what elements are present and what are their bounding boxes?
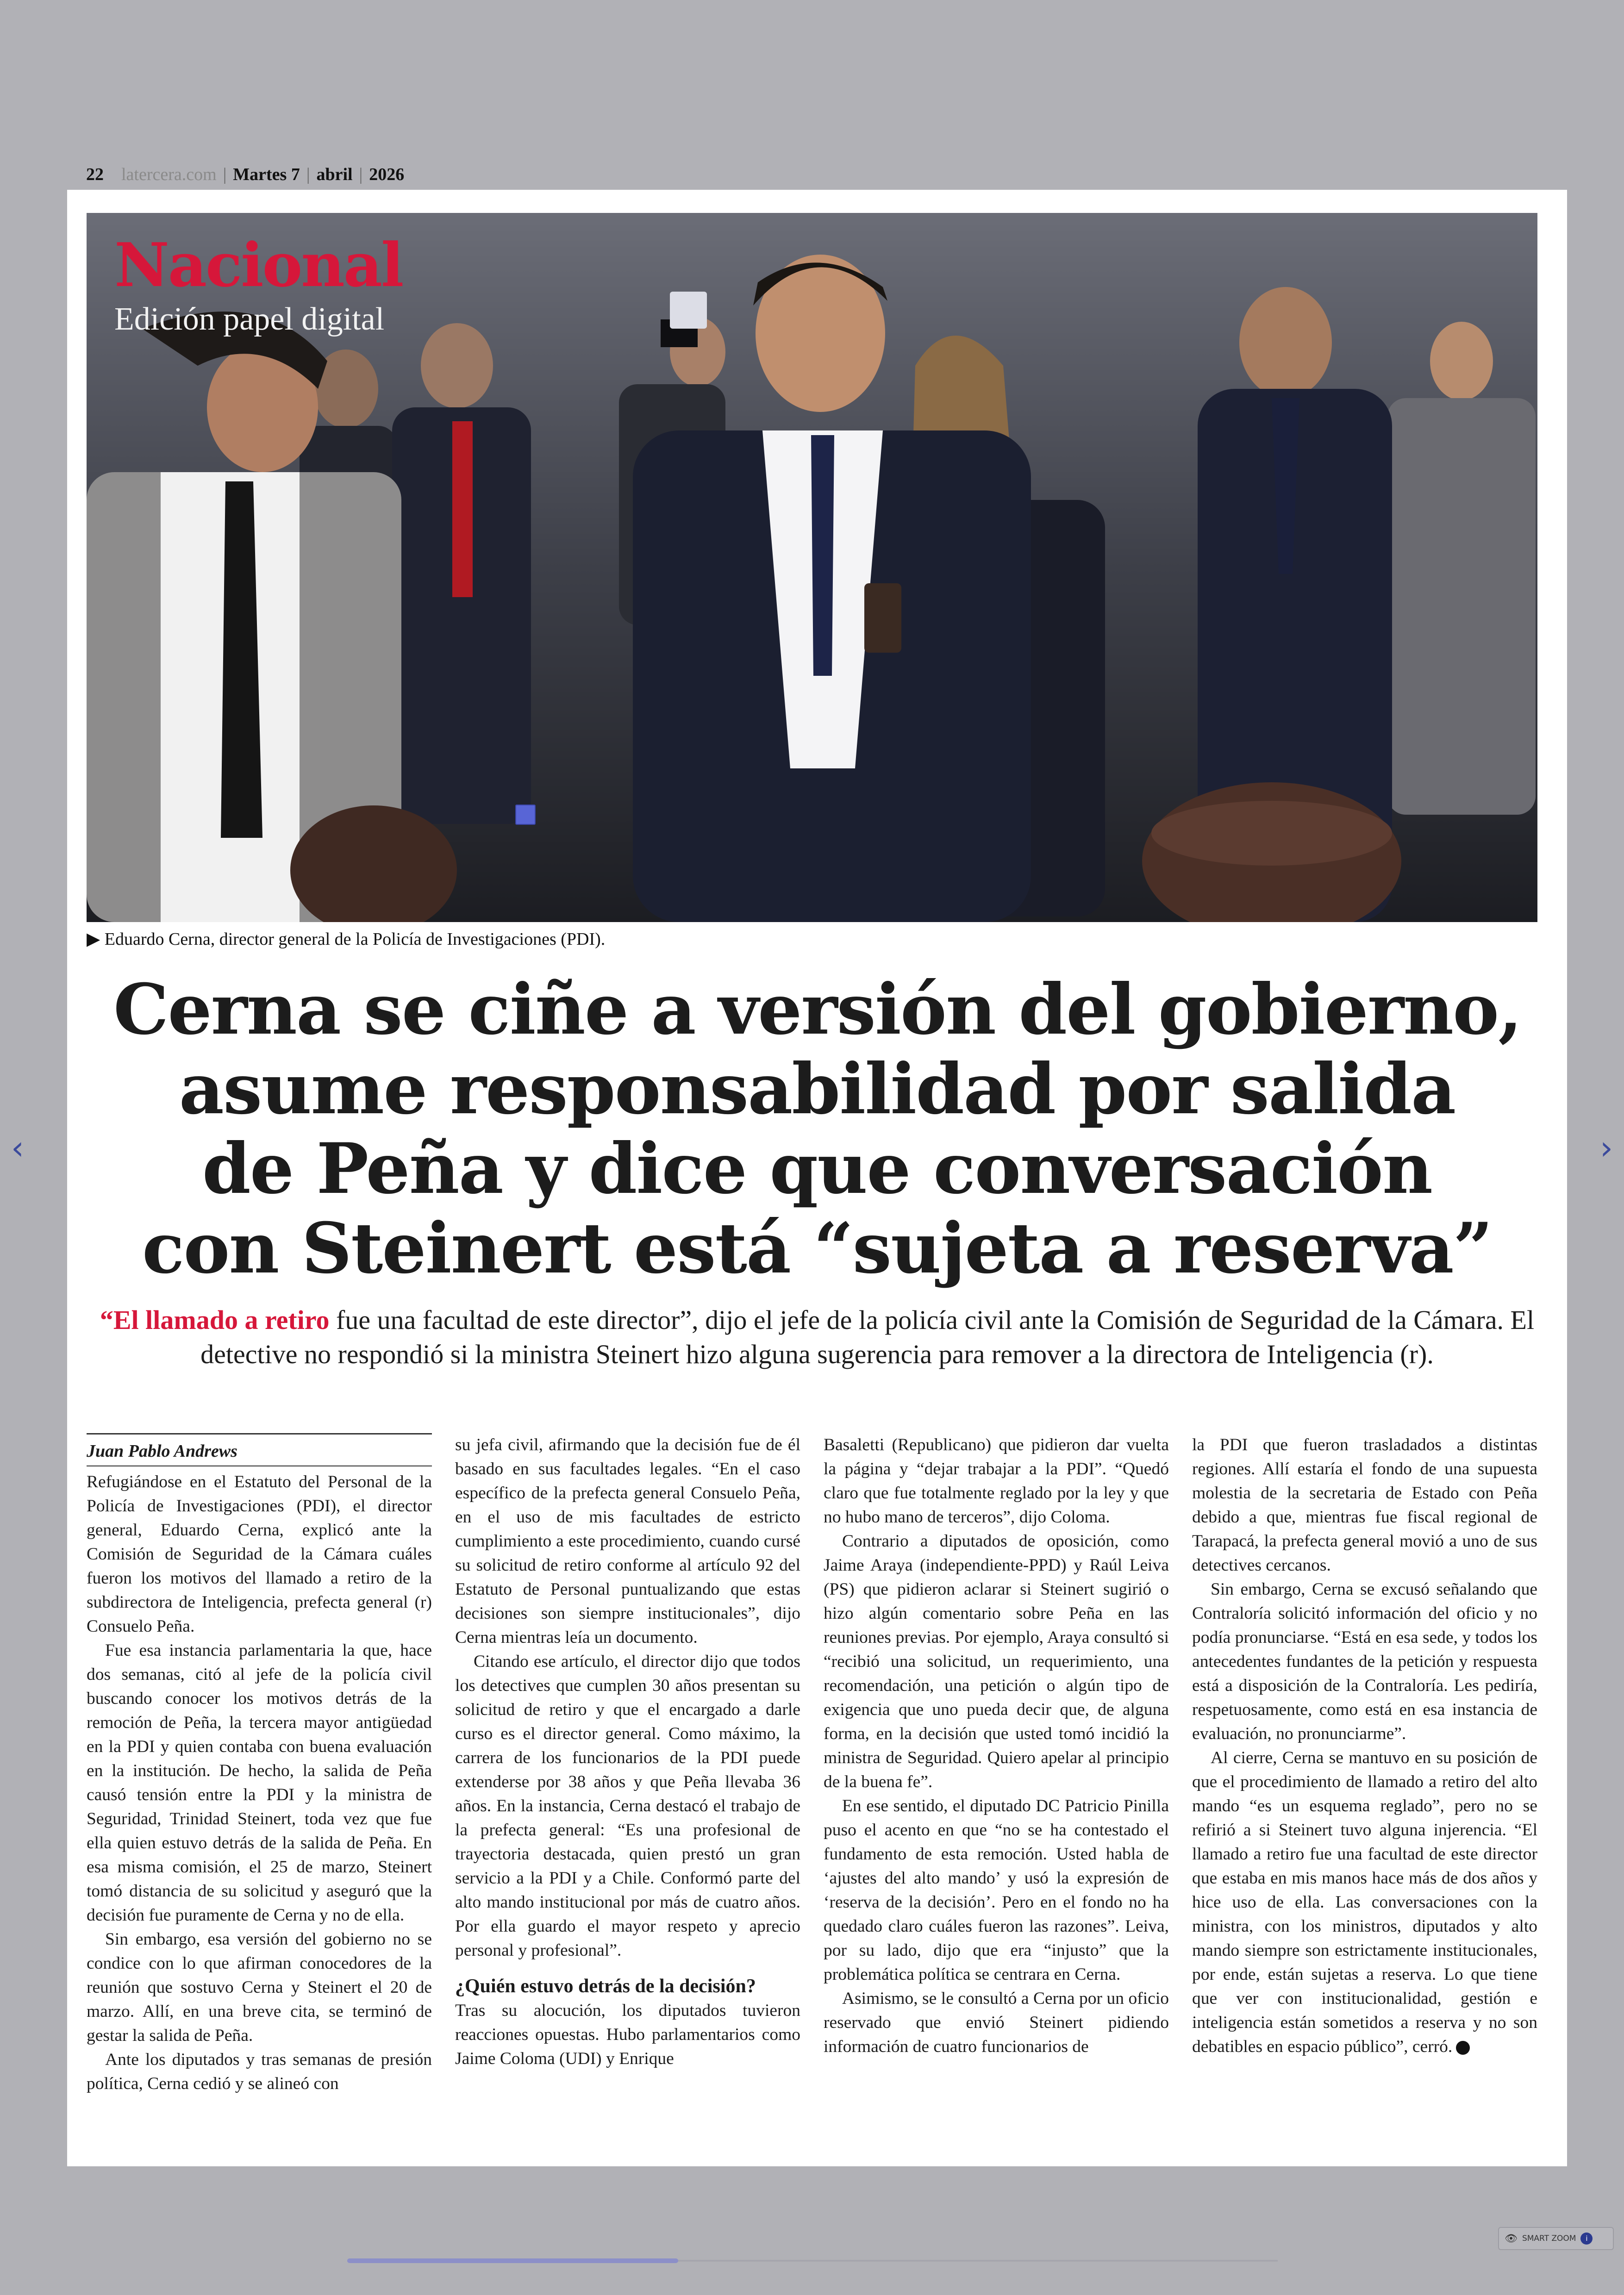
paragraph: Sin embargo, Cerna se excusó señalando que Contraloría solicitó información del oficio y no podía pronunciarse. “Está en esa sede, y todos los antecedentes fundantes de la petición y respuesta está a disposición de la Contraloría. Les pediría, respetuosamente, como está en esa instancia de evaluación, no pronunciarme”. [1192,1580,1537,1743]
paragraph [1192,1746,1537,2059]
caption-arrow-icon: ▶ [87,929,100,949]
headline-line: con Steinert está “sujeta a reserva” [142,1208,1492,1289]
paragraph: Refugiándose en el Estatuto del Personal de la Policía de Investigaciones (PDI), el director general, Eduardo Cerna, explicó ante la Comisión de Seguridad de la Cámara cuáles fueron los motivos del llamado a retiro de la subdirectora de Inteligencia, prefecta general (r) Consuelo Peña. [87,1472,432,1636]
prev-page-button[interactable] [4,1125,31,1171]
paragraph-text: Al cierre, Cerna se mantuvo en su posición de que el procedimiento de llamado a retiro del alto mando “es un esquema reglado”, pero no se refirió a si Steinert tuvo alguna injerencia. “El llamado a retiro fue una facultad de este director que estaba en mis manos hace más de dos años y hice uso de ella. Las conversaciones con la ministra, con los ministros, diputados y alto mando siempre son estrictamente institucionales, por ende, están sujetas a reserva. Lo que tiene que ver con institucionalidad, gestión e inteligencia están sometidos a reserva y no son debatibles en espacio público”, cerró. [1192,1748,1537,2056]
chevron-left-icon: ‹ [11,1129,24,1167]
date-day: Martes 7 [233,165,300,184]
eye-icon: 👁 [1505,2233,1518,2245]
section-title: Nacional [114,230,403,300]
headline [113,970,1521,1288]
site-name: latercera.com [121,165,217,184]
paragraph: Ante los diputados y tras semanas de presión política, Cerna cedió y se alineó con [87,2050,432,2093]
next-page-button[interactable] [1593,1125,1620,1171]
lead-photo[interactable] [87,213,1537,922]
headline-line: asume responsabilidad por salida [179,1048,1455,1130]
smart-zoom-label: SMART ZOOM [1522,2234,1576,2243]
paragraph: su jefa civil, afirmando que la decisión fue de él basado en sus facultades legales. “En el caso específico de la prefecta general Consuelo Peña, en el uso de mis facultades de estricto cumplimiento a este procedimiento, cuando cursé su solicitud de retiro conforme al artículo 92 del Estatuto de Personal puntualizando que estas decisiones son siempre institucionales”, dijo Cerna mientras leía un documento. [455,1435,800,1647]
paragraph: la PDI que fueron trasladados a distintas regiones. Allí estaría el fondo de una supuesta molestia de la secretaria de Estado con Peña debido a que, mientras fue fiscal regional de Tarapacá, la prefecta general movió a uno de sus detectives cercanos. [1192,1435,1537,1575]
page-number: 22 [86,165,104,184]
lead-text: fue una facultad de este director”, dijo el jefe de la policía civil ante la Comisión de Seguridad de la Cámara. El detective no respondió si la ministra Steinert hizo alguna sugerencia para remover a la directora de Inteligencia (r). [200,1305,1535,1369]
paragraph: Contrario a diputados de oposición, como Jaime Araya (independiente-PPD) y Raúl Leiva (PS) que pidieron aclarar si Steinert sugirió o hizo algún comentario sobre Peña en las reuniones previas. Por ejemplo, Araya consultó si “recibió una solicitud, un requerimiento, una recomendación, una petición o algún tipo de exigencia que uno pueda decir que, de alguna forma, en la decisión que usted tomó incidió la ministra de Seguridad. Quiero apelar al principio de la buena fe”. [824,1532,1169,1791]
article-column-1 [87,1470,432,2096]
paragraph: Fue esa instancia parlamentaria la que, hace dos semanas, citó al jefe de la policía civil buscando conocer los motivos detrás de la remoción de Peña, la tercera mayor antigüedad en la PDI y quien contaba con buena evaluación en la institución. De hecho, la salida de Peña causó tensión entre la PDI y la ministra de Seguridad, Trinidad Steinert, toda vez que fue ella quien estuvo detrás de la salida de Peña. En esa misma comisión, el 25 de marzo, Steinert tomó distancia de su solicitud y aseguró que la decisión fue puramente de Cerna y no de ella. [87,1641,432,1925]
date-month: abril [316,165,353,184]
paragraph: Basaletti (Republicano) que pidieron dar vuelta la página y “dejar trabajar a la PDI”. “Quedó claro que fue totalmente reglado por la ley y que no hubo mano de terceros”, dijo Coloma. [824,1435,1169,1527]
page-folio: 22 latercera.com | Martes 7 | abril | 2026 [86,165,405,184]
chevron-right-icon: › [1600,1129,1613,1167]
date-year: 2026 [369,165,405,184]
paragraph: Sin embargo, esa versión del gobierno no se condice con lo que afirman conocedores de la reunión que sostuvo Cerna y Steinert el 20 de marzo. Allí, en una breve cita, se terminó de gestar la salida de Peña. [87,1930,432,2045]
smart-zoom-button[interactable] [1498,2227,1614,2250]
end-mark-icon [1456,2041,1470,2055]
article-column-3 [824,1433,1169,2059]
caption-text: Eduardo Cerna, director general de la Policía de Investigaciones (PDI). [104,929,606,949]
headline-line: de Peña y dice que conversación [202,1128,1432,1210]
paragraph: Citando ese artículo, el director dijo que todos los detectives que cumplen 30 años presentan su solicitud de retiro y que el encargado a darle curso es el director general. Como máximo, la carrera de los funcionarios de la PDI puede extenderse por 38 años y que Peña llevaba 36 años. En la instancia, Cerna destacó el trabajo de la prefecta general: “Es una profesional de trayectoria destacada, quien prestó un gran servicio a la PDI y a Chile. Conformó parte del alto mando institucional por más de cuatro años. Por ella guardo el mayor respeto y aprecio personal y profesional”. [455,1652,800,1960]
paragraph: Asimismo, se le consultó a Cerna por un oficio reservado que envió Steinert pidiendo información de cuatro funcionarios de [824,1989,1169,2056]
info-badge-icon: i [1580,2233,1593,2245]
lead-kicker: “El llamado a retiro [100,1305,330,1335]
photo-caption [87,929,1536,949]
edition-label: Edición papel digital [114,301,385,337]
article-column-2 [455,1433,800,2071]
paragraph: En ese sentido, el diputado DC Patricio Pinilla puso el acento en que “no se ha contestado el fundamento de esta remoción. Usted habla de ‘ajustes del alto mando’ y usó la expresión de ‘reserva de la decisión’. Pero en el fondo no ha quedado claro cuáles fueron las razones”. Leiva, por su lado, dijo que era “injusto” que la problemática política se centrara en Cerna. [824,1796,1169,1984]
paragraph: Tras su alocución, los diputados tuvieron reacciones opuestas. Hubo parlamentarios como Jaime Coloma (UDI) y Enrique [455,2001,800,2068]
article-column-4 [1192,1433,1537,2059]
headline-line: Cerna se ciñe a versión del gobierno, [113,969,1522,1050]
page-marker-icon[interactable] [515,804,536,825]
page-scrollbar-thumb[interactable] [347,2258,678,2263]
lead-paragraph [86,1303,1549,1372]
newspaper-page [67,190,1567,2166]
byline: Juan Pablo Andrews [87,1433,432,1466]
subheading: ¿Quién estuvo detrás de la decisión? [455,1976,756,1997]
